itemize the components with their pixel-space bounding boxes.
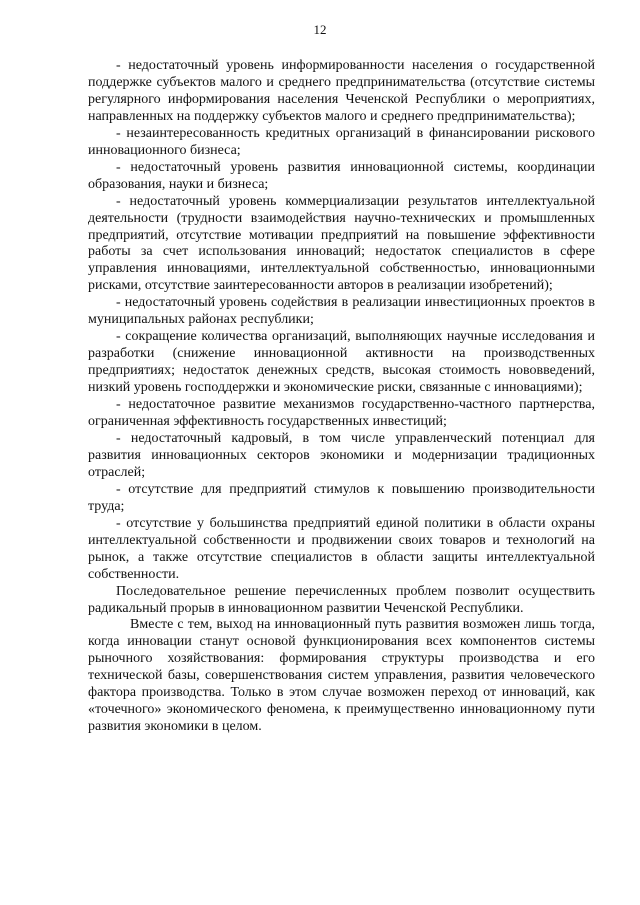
list-item-staffing: - недостаточный кадровый, в том числе управленческий потенциал для развития инновационных секторов экономики и модернизации традиционных отраслей; <box>88 430 595 480</box>
list-item-productivity-incentives: - отсутствие для предприятий стимулов к повышению производительности труда; <box>88 481 595 514</box>
list-item-research-organizations: - сокращение количества организаций, выполняющих научные исследования и разработки (снижение инновационной активности на производственных предприятиях; недостаток денежных средств, высокая стоимость нововведений, низкий уровень господдержки и экономические риски, связанные с инновациями); <box>88 329 595 396</box>
list-item-credit-organizations: - незаинтересованность кредитных организаций в финансировании рискового инновационного бизнеса; <box>88 125 595 158</box>
paragraph-conclusion: Последовательное решение перечисленных проблем позволит осуществить радикальный прорыв в инновационном развитии Чеченской Республики. <box>88 583 595 616</box>
page-number: 12 <box>313 22 327 37</box>
document-body <box>88 58 595 736</box>
list-item-investment-projects: - недостаточный уровень содействия в реализации инвестиционных проектов в муниципальных районах республики; <box>88 295 595 328</box>
list-item-public-private-partnership: - недостаточное развитие механизмов государственно-частного партнерства, ограниченная эффективность государственных инвестиций; <box>88 397 595 430</box>
list-item-ip-policy: - отсутствие у большинства предприятий единой политики в области охраны интеллектуальной собственности и продвижении своих товаров и технологий на рынок, а также отсутствие специалистов в области защиты интеллектуальной собственности. <box>88 515 595 582</box>
list-item-commercialization: - недостаточный уровень коммерциализации результатов интеллектуальной деятельности (трудности взаимодействия научно-технических и промышленных предприятий, отсутствие мотивации предприятий на повышение эффективности работы за счет использования инноваций; недостаток специалистов в сфере управления инновациями, интеллектуальной собственностью, инновационными рисками, отсутствие заинтересованности авторов в реализации изобретений); <box>88 193 595 294</box>
list-item-informing: - недостаточный уровень информированности населения о государственной поддержке субъектов малого и среднего предпринимательства (отсутствие системы регулярного информирования населения Чеченской Республики о мероприятиях, направленных на поддержку субъектов малого и среднего предпринимательства); <box>88 58 595 124</box>
paragraph-innovation-path: Вместе с тем, выход на инновационный путь развития возможен лишь тогда, когда инновации станут основой функционирования всех компонентов системы рыночного хозяйствования: формирования структуры производства и его технической базы, совершенствования систем управления, развития человеческого фактора производства. Только в этом случае возможен переход от инноваций, как «точечного» экономического феномена, к преимущественно инновационному пути развития экономики в целом. <box>88 617 595 735</box>
list-item-innovation-system: - недостаточный уровень развития инновационной системы, координации образования, науки и бизнеса; <box>88 159 595 192</box>
